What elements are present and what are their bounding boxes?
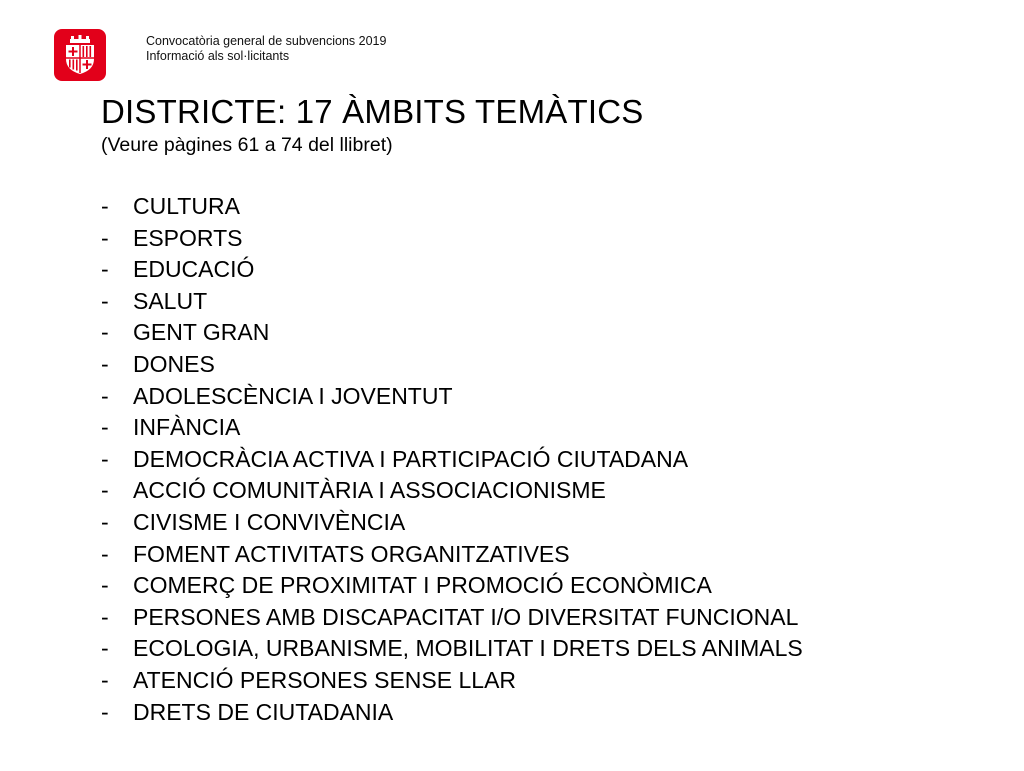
- list-item: [101, 349, 803, 381]
- topic-label: GENT GRAN: [133, 319, 270, 346]
- bullet-dash: -: [101, 540, 109, 567]
- topic-label: DEMOCRÀCIA ACTIVA I PARTICIPACIÓ CIUTADANA: [133, 445, 689, 472]
- bullet-dash: -: [101, 193, 109, 219]
- list-item: [101, 475, 803, 507]
- header-line-2: Informació als sol·licitants: [146, 49, 290, 63]
- list-item: [101, 697, 803, 729]
- header-line-1: Convocatòria general de subvencions 2019: [146, 34, 387, 48]
- list-item: [101, 633, 803, 665]
- list-item: [101, 317, 803, 349]
- topic-label: ESPORTS: [133, 224, 243, 251]
- topic-label: PERSONES AMB DISCAPACITAT I/O DIVERSITAT FUNCIONAL: [133, 603, 799, 630]
- bullet-dash: -: [101, 287, 109, 314]
- list-item: [101, 381, 803, 413]
- bullet-dash: -: [101, 477, 109, 504]
- topic-label: CIVISME I CONVIVÈNCIA: [133, 508, 406, 535]
- bullet-dash: -: [101, 319, 109, 346]
- topic-label: ADOLESCÈNCIA I JOVENTUT: [133, 382, 453, 409]
- topic-label: DRETS DE CIUTADANIA: [133, 698, 394, 725]
- page-subtitle: (Veure pàgines 61 a 74 del llibret): [101, 134, 393, 156]
- topic-label: COMERÇ DE PROXIMITAT I PROMOCIÓ ECONÒMICA: [133, 572, 712, 599]
- bullet-dash: -: [101, 666, 109, 693]
- list-item: [101, 191, 803, 223]
- bullet-dash: -: [101, 572, 109, 599]
- topic-label: CULTURA: [133, 193, 240, 219]
- list-item: [101, 254, 803, 286]
- bullet-dash: -: [101, 635, 109, 662]
- topics-list: [101, 191, 803, 728]
- list-item: [101, 539, 803, 571]
- bullet-dash: -: [101, 414, 109, 441]
- list-item: [101, 412, 803, 444]
- list-item: [101, 602, 803, 634]
- bullet-dash: -: [101, 603, 109, 630]
- bullet-dash: -: [101, 445, 109, 472]
- topic-label: INFÀNCIA: [133, 414, 241, 441]
- barcelona-logo: [54, 29, 106, 81]
- topic-label: EDUCACIÓ: [133, 256, 255, 283]
- topic-label: FOMENT ACTIVITATS ORGANITZATIVES: [133, 540, 570, 567]
- main-content: [101, 92, 1001, 725]
- bullet-dash: -: [101, 698, 109, 725]
- list-item: [101, 444, 803, 476]
- list-item: [101, 507, 803, 539]
- header: [146, 34, 386, 64]
- topic-label: DONES: [133, 350, 215, 377]
- topic-label: ATENCIÓ PERSONES SENSE LLAR: [133, 666, 517, 693]
- page-title: DISTRICTE: 17 ÀMBITS TEMÀTICS: [101, 93, 644, 130]
- list-item: [101, 570, 803, 602]
- bullet-dash: -: [101, 382, 109, 409]
- list-item: [101, 286, 803, 318]
- topic-label: ACCIÓ COMUNITÀRIA I ASSOCIACIONISME: [133, 477, 606, 504]
- bullet-dash: -: [101, 508, 109, 535]
- bullet-dash: -: [101, 350, 109, 377]
- topic-label: ECOLOGIA, URBANISME, MOBILITAT I DRETS DELS ANIMALS: [133, 635, 803, 662]
- topic-label: SALUT: [133, 287, 208, 314]
- bullet-dash: -: [101, 256, 109, 283]
- list-item: [101, 665, 803, 697]
- barcelona-coat-of-arms-icon: [59, 34, 101, 76]
- list-item: [101, 223, 803, 255]
- bullet-dash: -: [101, 224, 109, 251]
